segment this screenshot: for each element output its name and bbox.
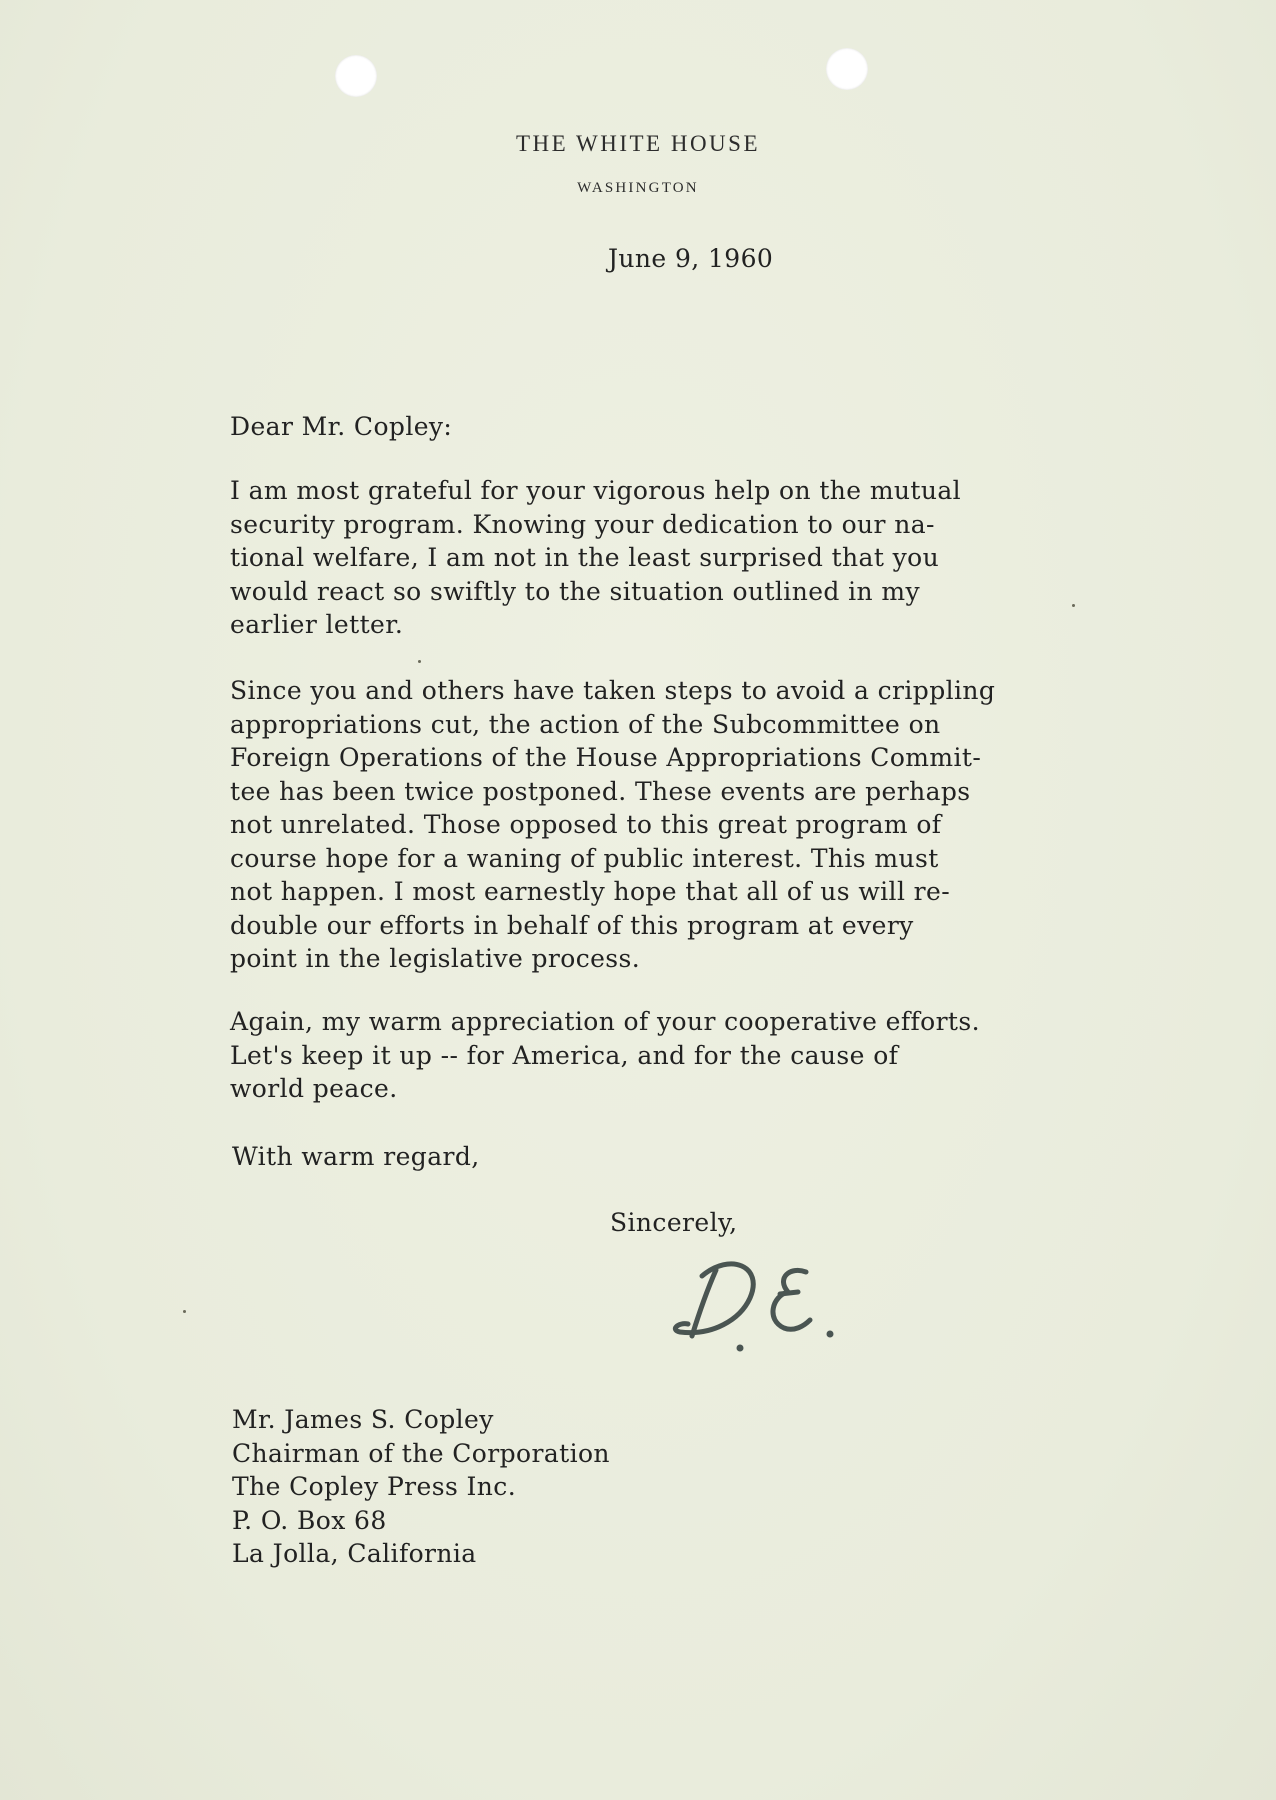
letterhead-title: THE WHITE HOUSE bbox=[515, 131, 761, 156]
address-line: The Copley Press Inc. bbox=[232, 1472, 517, 1501]
paragraph-1 bbox=[230, 474, 961, 642]
paragraph-3 bbox=[230, 1005, 980, 1106]
paragraph-line: not unrelated. Those opposed to this great program of bbox=[230, 810, 942, 839]
paper-speck bbox=[418, 660, 421, 663]
address-line: Mr. James S. Copley bbox=[232, 1405, 494, 1434]
paragraph-line: Again, my warm appreciation of your cooperative efforts. bbox=[230, 1007, 980, 1036]
address-line: La Jolla, California bbox=[232, 1539, 477, 1568]
paragraph-line: Let's keep it up -- for America, and for the cause of bbox=[230, 1040, 899, 1070]
salutation: Dear Mr. Copley: bbox=[230, 412, 453, 441]
letterhead-city: WASHINGTON bbox=[577, 180, 699, 196]
sign-off: Sincerely, bbox=[610, 1208, 738, 1237]
punch-hole-right bbox=[826, 48, 868, 90]
paragraph-line: course hope for a waning of public interest. This must bbox=[230, 843, 939, 873]
recipient-address bbox=[232, 1403, 610, 1571]
closing: With warm regard, bbox=[232, 1142, 480, 1171]
signature-initials bbox=[672, 1248, 842, 1358]
letter-date: June 9, 1960 bbox=[608, 244, 774, 273]
paragraph-line: point in the legislative process. bbox=[230, 944, 641, 973]
paragraph-line: security program. Knowing your dedication to our na- bbox=[230, 509, 935, 539]
paragraph-line: world peace. bbox=[230, 1074, 398, 1103]
paragraph-line: earlier letter. bbox=[230, 610, 404, 639]
address-line: Chairman of the Corporation bbox=[232, 1438, 610, 1468]
paragraph-2 bbox=[230, 674, 995, 976]
paragraph-line: would react so swiftly to the situation outlined in my bbox=[230, 576, 921, 606]
address-line: P. O. Box 68 bbox=[232, 1505, 387, 1535]
paragraph-line: tional welfare, I am not in the least surprised that you bbox=[230, 543, 940, 572]
punch-hole-left bbox=[335, 55, 377, 97]
paragraph-line: Since you and others have taken steps to avoid a crippling bbox=[230, 676, 996, 705]
paper-speck bbox=[183, 1310, 186, 1313]
paragraph-line: Foreign Operations of the House Appropriations Commit- bbox=[230, 743, 982, 772]
paragraph-line: tee has been twice postponed. These events are perhaps bbox=[230, 776, 971, 806]
paper-speck bbox=[1072, 604, 1075, 607]
paragraph-line: I am most grateful for your vigorous help on the mutual bbox=[230, 476, 962, 505]
paragraph-line: appropriations cut, the action of the Subcommittee on bbox=[230, 709, 941, 739]
paragraph-line: not happen. I most earnestly hope that all of us will re- bbox=[230, 877, 951, 906]
paragraph-line: double our efforts in behalf of this program at every bbox=[230, 910, 914, 940]
